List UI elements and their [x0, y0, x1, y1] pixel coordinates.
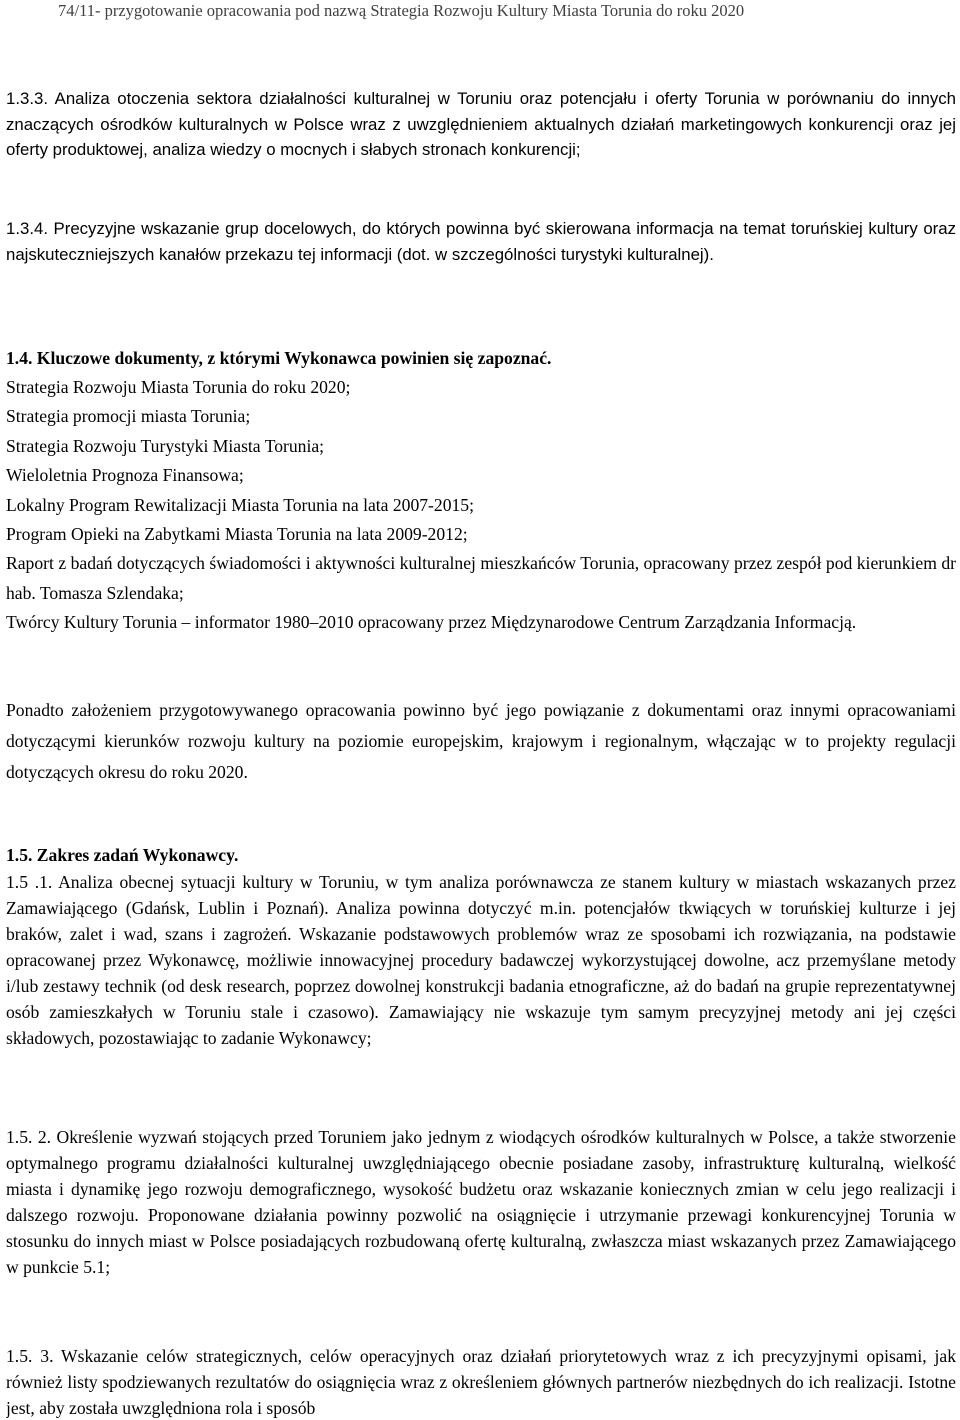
document-item: Wieloletnia Prognoza Finansowa; [6, 465, 244, 486]
task-1-5-2-paragraph: 1.5. 2. Określenie wyzwań stojących przed Toruniem jako jednym z wiodących ośrodków kulturalnych w Polsce, a także stworzenie optymalnego programu działalności kulturalnej uwzględniającego obecnie posiadane zasoby, infrastrukturę kulturalną, wielkość miasta i dynamikę jego rozwoju demograficznego, wysokość budżetu oraz wskazanie koniecznych zmian w celu jego realizacji i dalszego rozwoju. Proponowane działania powinny pozwolić na osiągnięcie i utrzymanie przewagi konkurencyjnej Torunia w stosunku do innych miast w Polsce posiadających rozbudowaną ofertę kulturalną, zwłaszcza miast wskazanych przez Zamawiającego w punkcie 5.1; [6, 1127, 956, 1277]
document-item: Strategia promocji miasta Torunia; [6, 406, 251, 427]
section-1-5-heading: 1.5. Zakres zadań Wykonawcy. [6, 845, 239, 865]
document-page [6, 0, 956, 1420]
document-item: Lokalny Program Rewitalizacji Miasta Torunia na lata 2007-2015; [6, 494, 474, 515]
section-1-3-3-paragraph: 1.3.3. Analiza otoczenia sektora działalności kulturalnej w Toruniu oraz potencjału i oferty Torunia w porównaniu do innych znaczących ośrodków kulturalnych w Polsce wraz z uwzględnieniem aktualnych działań marketingowych konkurencji oraz jej oferty produktowej, analiza wiedzy o mocnych i słabych stronach konkurencji; [6, 89, 956, 160]
task-1-5-3-paragraph: 1.5. 3. Wskazanie celów strategicznych, celów operacyjnych oraz działań priorytetowych wraz z ich precyzyjnymi opisami, jak również listy spodziewanych rezultatów do osiągnięcia wraz z określeniem głównych partnerów niezbędnych do ich realizacji. Istotne jest, aby została uwzględniona rola i sposób [6, 1346, 956, 1418]
task-1-5-1-paragraph: 1.5 .1. Analiza obecnej sytuacji kultury w Toruniu, w tym analiza porównawcza ze stanem kultury w miastach wskazanych przez Zamawiającego (Gdańsk, Lublin i Poznań). Analiza powinna dotyczyć m.in. potencjałów tkwiących w toruńskiej kulturze i jej braków, zalet i wad, szans i zagrożeń. Wskazanie podstawowych problemów wraz ze sposobami ich rozwiązania, na podstawie opracowanej przez Wykonawcę, możliwie innowacyjnej procedury badawczej wykorzystującej dowolne, acz przemyślane metody i/lub zestawy technik (od desk research, poprzez dowolnej konstrukcji badania etnograficzne, aż do badań na grupie reprezentatywnej osób zamieszkałych w Toruniu stale i czasowo). Zamawiający nie wskazuje tym samym precyzyjnej metody ani jej części składowych, pozostawiając to zadanie Wykonawcy; [6, 872, 956, 1048]
document-item: Strategia Rozwoju Miasta Torunia do roku 2020; [6, 377, 351, 397]
additional-requirements-paragraph: Ponadto założeniem przygotowywanego opracowania powinno być jego powiązanie z dokumentami oraz innymi opracowaniami dotyczącymi kierunków rozwoju kultury na poziomie europejskim, krajowym i regionalnym, włączając w to projekty regulacji dotyczących okresu do roku 2020. [6, 700, 956, 782]
document-item: Raport z badań dotyczących świadomości i aktywności kulturalnej mieszkańców Torunia, opracowany przez zespół pod kierunkiem dr hab. Tomasza Szlendaka; [6, 553, 956, 603]
document-item: Program Opieki na Zabytkami Miasta Torunia na lata 2009-2012; [6, 524, 468, 545]
document-item: Twórcy Kultury Torunia – informator 1980–2010 opracowany przez Międzynarodowe Centrum Zarządzania Informacją. [6, 612, 857, 633]
section-1-4-heading: 1.4. Kluczowe dokumenty, z którymi Wykonawca powinien się zapoznać. [6, 348, 552, 368]
page-header: 74/11- przygotowanie opracowania pod nazwą Strategia Rozwoju Kultury Miasta Torunia do roku 2020 [58, 1, 745, 20]
section-1-3-4-paragraph: 1.3.4. Precyzyjne wskazanie grup docelowych, do których powinna być skierowana informacja na temat toruńskiej kultury oraz najskuteczniejszych kanałów przekazu tej informacji (dot. w szczególności turystyki kulturalnej). [6, 219, 956, 264]
key-documents-list [6, 373, 956, 638]
document-item: Strategia Rozwoju Turystyki Miasta Torunia; [6, 435, 325, 456]
